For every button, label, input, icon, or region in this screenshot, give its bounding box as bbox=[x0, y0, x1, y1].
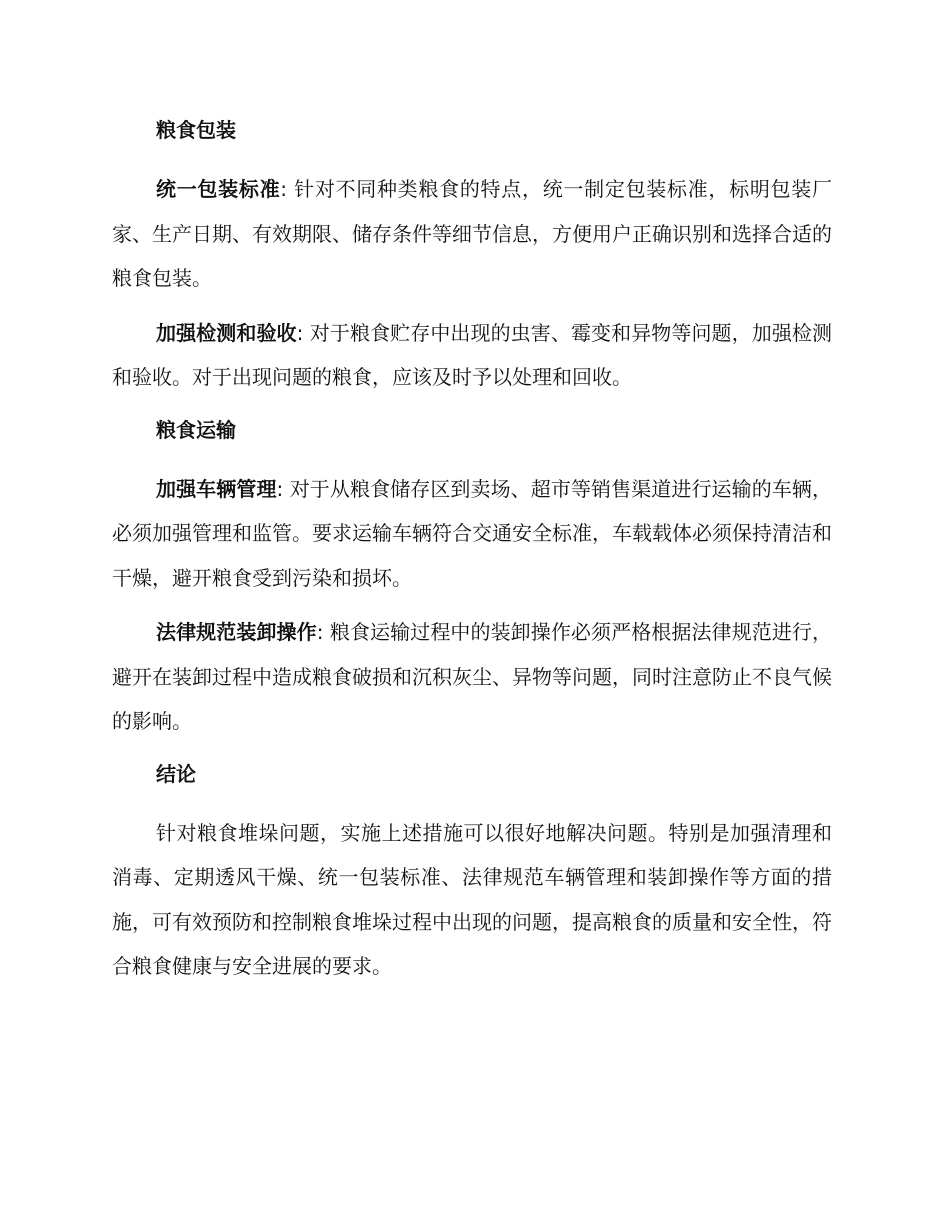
paragraph-conclusion: 针对粮食堆垛问题，实施上述措施可以很好地解决问题。特别是加强清理和消毒、定期透风干燥、统一包装标准、法律规范车辆管理和装卸操作等方面的措施，可有效预防和控制粮食堆垛过程中出现的问题，提高粮食的质量和安全性，符合粮食健康与安全进展的要求。 bbox=[112, 820, 832, 978]
text-unified-packaging: : 针对不同种类粮食的特点，统一制定包装标准，标明包装厂家、生产日期、有效期限、储存条件等细节信息，方便用户正确识别和选择合适的粮食包装。 bbox=[112, 177, 832, 290]
section-heading-conclusion: 结论 bbox=[156, 761, 196, 786]
text-inspection: : 对于粮食贮存中出现的虫害、霉变和异物等问题，加强检测和验收。对于出现问题的粮食，应该及时予以处理和回收。 bbox=[112, 320, 832, 389]
document-page bbox=[112, 110, 832, 999]
term-loading-operations: 法律规范装卸操作 bbox=[156, 620, 317, 644]
paragraph-loading-operations bbox=[112, 610, 832, 744]
term-inspection: 加强检测和验收 bbox=[156, 320, 297, 345]
section-heading-packaging: 粮食包装 bbox=[156, 118, 236, 142]
text-vehicle-management: : 对于从粮食储存区到卖场、超市等销售渠道进行运输的车辆，必须加强管理和监管。要求运输车辆符合交通安全标准，车载载体必须保持清洁和干燥，避开粮食受到污染和损坏。 bbox=[112, 476, 832, 590]
term-vehicle-management: 加强车辆管理 bbox=[156, 476, 277, 501]
paragraph-vehicle-management bbox=[112, 467, 832, 601]
term-unified-packaging: 统一包装标准 bbox=[156, 177, 281, 201]
text-loading-operations: : 粮食运输过程中的装卸操作必须严格根据法律规范进行，避开在装卸过程中造成粮食破损和沉积灰尘、异物等问题，同时注意防止不良气候的影响。 bbox=[112, 620, 832, 733]
section-heading-transport: 粮食运输 bbox=[156, 417, 236, 442]
paragraph-inspection bbox=[112, 311, 832, 400]
paragraph-unified-packaging bbox=[112, 167, 832, 301]
